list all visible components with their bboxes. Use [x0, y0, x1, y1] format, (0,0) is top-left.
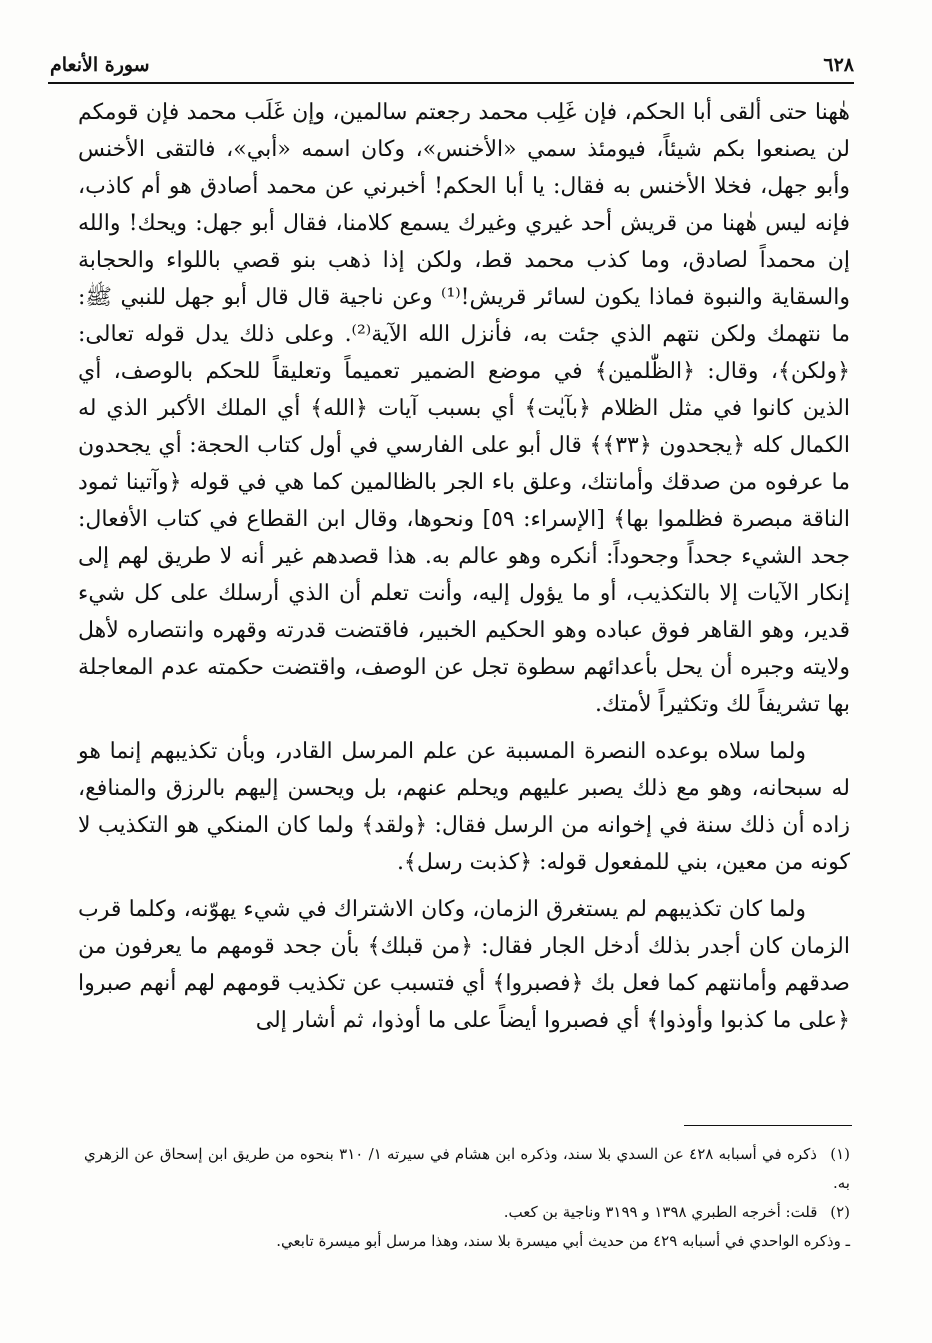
- header-rule: [48, 82, 854, 84]
- page-header: [50, 36, 854, 78]
- paragraph: ولما كان تكذيبهم لم يستغرق الزمان، وكان الاشتراك في شيء يهوّنه، وكلما قرب الزمان كان أجدر بذلك أدخل الجار فقال: ﴿من قبلك﴾ بأن جحد قومهم ما يعرفون من صدقهم وأمانتهم كما فعل بك ﴿فصبروا﴾ أي فتسبب عن تكذيب قومهم لهم أنهم صبروا ﴿على ما كذبوا وأوذوا﴾ أي فصبروا أيضاً على ما أوذوا، ثم أشار إلى: [78, 897, 850, 1033]
- main-text: [78, 94, 850, 1049]
- paragraph: هٰهنا حتى ألقى أبا الحكم، فإن غَلِب محمد رجعتم سالمين، وإن غَلَب محمد فإن قومكم لن يصنعوا بكم شيئاً، فيومئذ سمي «الأخنس»، وكان اسمه «أبي»، فالتقى الأخنس وأبو جهل، فخلا الأخنس به فقال: يا أبا الحكم! أخبرني عن محمد أصادق هو أم كاذب، فإنه ليس هٰهنا من قريش أحد غيري وغيرك يسمع كلامنا، فقال أبو جهل: ويحك! والله إن محمداً لصادق، وما كذب محمد قط، ولكن إذا ذهب بنو قصي باللواء والحجابة والسقاية والنبوة فماذا يكون لسائر قريش!⁽¹⁾ وعن ناجية قال قال أبو جهل للنبي ﷺ: ما نتهمك ولكن نتهم الذي جئت به، فأنزل الله الآية⁽²⁾. وعلى ذلك يدل قوله تعالى: ﴿ولكن﴾، وقال: ﴿الظّٰلمين﴾ في موضع الضمير تعميماً وتعليقاً للحكم بالوصف، أي الذين كانوا في مثل الظلام ﴿بآيٰت﴾ أي بسبب آيات ﴿الله﴾ أي الملك الأكبر الذي له الكمال كله ﴿يجحدون ﴿٣٣﴾﴾ قال أبو على الفارسي في أول كتاب الحجة: أي يجحدون ما عرفوه من صدقك وأمانتك، وعلق باء الجر بالظالمين كما هي في قوله ﴿وآتينا ثمود الناقة مبصرة فظلموا بها﴾ [الإسراء: ٥٩] ونحوها، وقال ابن القطاع في كتاب الأفعال: جحد الشيء جحداً وجحوداً: أنكره وهو عالم به. هذا قصدهم غير أنه لا طريق لهم إلى إنكار الآيات إلا بالتكذيب، أو ما يؤول إليه، وأنت تعلم أن الذي أرسلك على كل شيء قدير، وهو القاهر فوق عباده وهو الحكيم الخبير، فاقتضت قدرته وقهره وانتصاره لأهل ولايته وجبره أن يحل بأعدائهم سطوة تجل عن الوصف، واقتضت حكمته عدم المعاجلة بها تشريفاً لك وتكثيراً لأمتك.: [78, 100, 851, 717]
- footnote-continuation: [84, 1227, 850, 1256]
- footnote: [84, 1198, 850, 1227]
- footnote: [84, 1140, 850, 1198]
- page-number: ٦٢٨: [823, 54, 854, 76]
- footnote-rule: [684, 1125, 852, 1126]
- footnote-text: ـ وذكره الواحدي في أسبابه ٤٢٩ من حديث أبي ميسرة بلا سند، وهذا مرسل أبو ميسرة تابعي.: [276, 1232, 850, 1250]
- footnote-text: قلت: أخرجه الطبري ١٣٩٨ و ٣١٩٩ وناجية بن كعب.: [503, 1203, 818, 1221]
- footnote-number: (٢): [830, 1203, 850, 1221]
- footnote-number: (١): [830, 1145, 851, 1163]
- footnotes: [84, 1140, 850, 1256]
- surah-title: سورة الأنعام: [50, 54, 150, 76]
- paragraph: ولما سلاه بوعده النصرة المسببة عن علم المرسل القادر، وبأن تكذيبهم إنما هو له سبحانه، وهو مع ذلك يصبر عليهم ويحلم عنهم، بل ويحسن إليهم بالرزق والمنافع، زاده أن ذلك سنة في إخوانه من الرسل فقال: ﴿ولقد﴾ ولما كان المنكي هو التكذيب لا كونه من معين، بني للمفعول قوله: ﴿كذبت رسل﴾.: [78, 739, 850, 875]
- footnote-text: ذكره في أسبابه ٤٢٨ عن السدي بلا سند، وذكره ابن هشام في سيرته ١/ ٣١٠ بنحوه من طريق ابن إسحاق عن الزهري به.: [84, 1145, 850, 1192]
